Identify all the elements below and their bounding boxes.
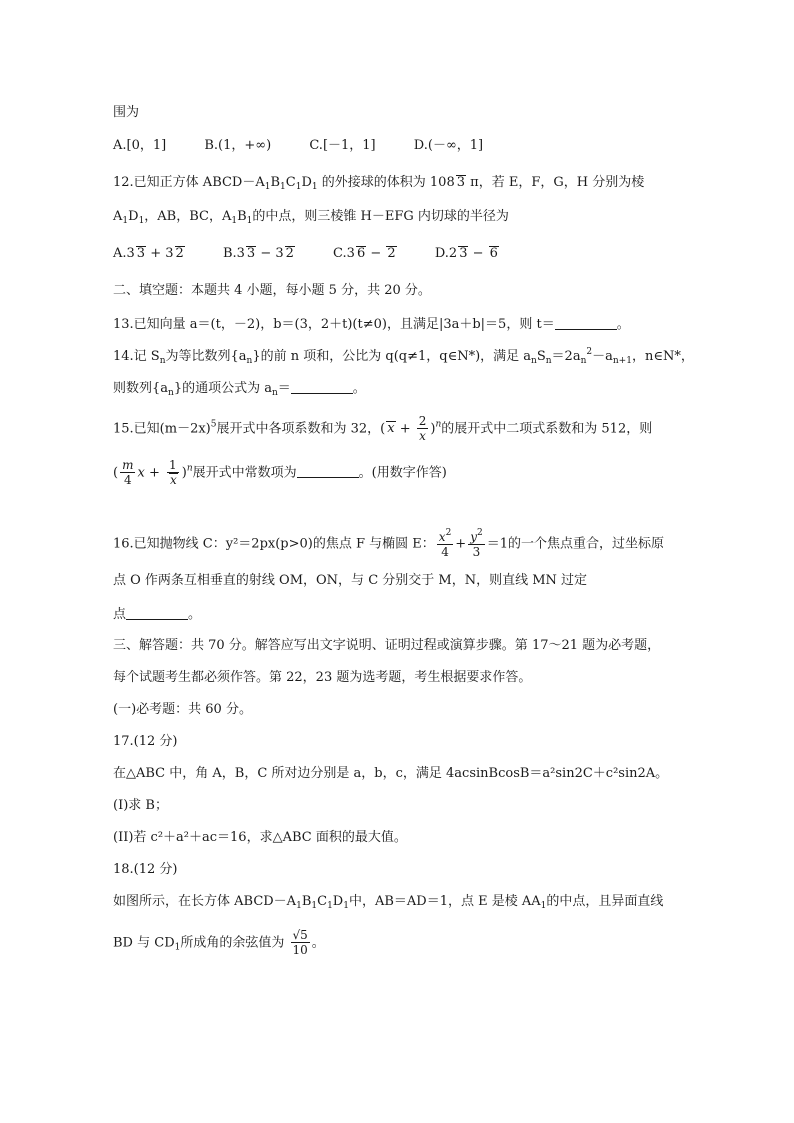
- q11-options: [113, 139, 517, 152]
- q17-head: 17.(12 分): [113, 734, 178, 749]
- q11-option-b: B.(1，+∞): [204, 138, 272, 153]
- q11-tail: 围为: [113, 105, 140, 120]
- required-heading: (一)必考题：共 60 分。: [113, 702, 252, 717]
- q11-option-c: C.[－1，1]: [309, 138, 376, 153]
- q13-text: 13.已知向量 a＝(t，－2)，b＝(3，2＋t)(t≠0)，且满足|3a＋b|＝5，则 t＝: [113, 317, 555, 332]
- q14-blank[interactable]: [291, 380, 353, 394]
- q17-body: 在△ABC 中，角 A，B，C 所对边分别是 a，b，c，满足 4acsinBcosB＝a²sin2C＋c²sin2A。: [113, 766, 669, 781]
- q12-option-b: B.3 3 − 3 2: [222, 246, 294, 261]
- q14-line2: 则数列$\{a_n\}$的通项公式为 $a_n=$ 。: [113, 381, 366, 398]
- q17-part1: (I)求 B；: [113, 798, 168, 813]
- q17-part2: (II)若 c²＋a²＋ac＝16，求△ABC 面积的最大值。: [113, 830, 407, 845]
- q18-fraction: $\frac{√5}{10}$: [292, 928, 308, 958]
- q14-line1: 14.记 $S_n$为等比数列$\{a_n\}$的前 n 项和，公比为 q(q≠1，q∈N*)，满足 $a_nS_n=2a_n^2-a_{n+1}$，n∈N*，: [113, 347, 694, 366]
- q12-option-d: D.2 3 − 6: [434, 246, 498, 261]
- q18-line2: BD 与 $CD_1$所成角的余弦值为 $\frac{√5}{10}$ 。: [113, 928, 325, 958]
- q15-line1: 15.已知$(m-2x)^5$展开式中各项系数和为 32，( x + $\frac{2}{x}$ )$^n$的展开式中二项式系数和为 512，则: [113, 414, 653, 444]
- q12-text-c: π，若 E，F，G，H 分别为棱: [470, 175, 645, 190]
- q13-blank[interactable]: [555, 316, 617, 330]
- q12-option-a: A.3 3 + 3 2: [113, 246, 184, 261]
- q16-line1: 16.已知抛物线 C：y²＝2px(p>0)的焦点 F 与椭圆 E： $\frac{x^2}{4}$ + $\frac{y^2}{3}$ ＝1的一个焦点重合，过坐标原: [113, 528, 664, 560]
- q12-options: [113, 246, 533, 261]
- section2-heading: 二、填空题：本题共 4 小题，每小题 5 分，共 20 分。: [113, 283, 431, 298]
- q15-blank[interactable]: [297, 464, 359, 478]
- q16-blank[interactable]: [126, 606, 188, 620]
- q12-text-a: 12.已知正方体 ABCD－A: [113, 175, 265, 190]
- q16-line3: 点 。: [113, 607, 202, 622]
- section3-line1: 三、解答题：共 70 分。解答应写出文字说明、证明过程或演算步骤。第 17～21 题为必考题，: [113, 638, 661, 653]
- q12-line2: $A_1D_1$，AB，BC，$A_1B_1$的中点，则三棱锥 H－EFG 内切球的半径为: [113, 209, 509, 226]
- q11-option-d: D.(－∞，1]: [413, 138, 484, 153]
- q18-line1: 如图所示，在长方体 $ABCD-A_1B_1C_1D_1$中，AB＝AD＝1，点 E 是棱 $AA_1$的中点，且异面直线: [113, 894, 664, 911]
- q18-head: 18.(12 分): [113, 862, 178, 877]
- q12-line1: 12.已知正方体 $ABCD-A_1B_1C_1D_1$ 的外接球的体积为 108 3 π，若 E，F，G，H 分别为棱: [113, 175, 645, 192]
- q12-text-b: 的外接球的体积为 108: [321, 175, 455, 190]
- q16-line2: 点 O 作两条互相垂直的射线 OM，ON，与 C 分别交于 M，N，则直线 MN 过定: [113, 573, 588, 588]
- q12-line2-text: ，AB，BC，A: [144, 209, 232, 224]
- q15-line2: ( $\frac{m}{4}$ x + $\frac{1}{x}$ )$^n$展开式中常数项为 。(用数字作答): [113, 458, 447, 488]
- q11-option-a: A.[0，1]: [113, 138, 167, 153]
- section3-line2: 每个试题考生都必须作答。第 22，23 题为选考题，考生根据要求作答。: [113, 670, 532, 685]
- q12-option-c: C.3 6 − 2: [333, 246, 396, 261]
- q13: 13.已知向量 a＝(t，－2)，b＝(3，2＋t)(t≠0)，且满足|3a＋b|＝5，则 t＝ 。: [113, 317, 630, 332]
- q12-line2-tail: 的中点，则三棱锥 H－EFG 内切球的半径为: [252, 209, 509, 224]
